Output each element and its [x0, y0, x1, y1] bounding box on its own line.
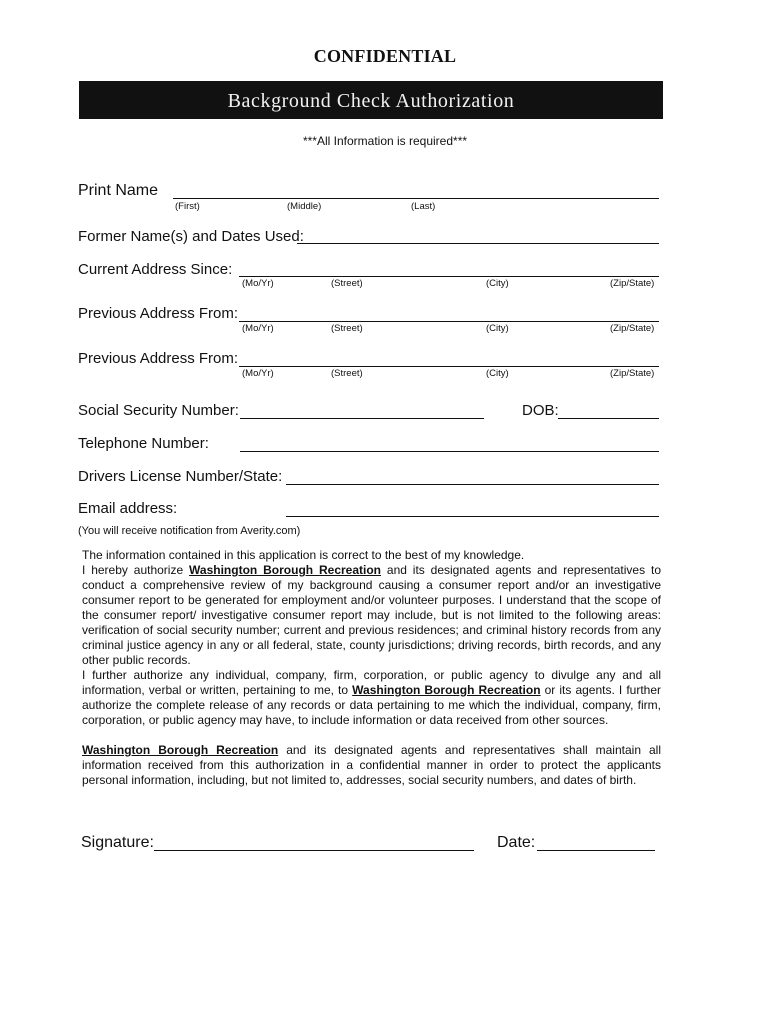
- org-name: Washington Borough Recreation: [189, 563, 382, 577]
- email-label: Email address:: [78, 500, 178, 517]
- previous-1-mo-yr-caption: (Mo/Yr): [242, 323, 274, 334]
- email-note: (You will receive notification from Averity.com): [78, 525, 301, 537]
- license-line[interactable]: [286, 484, 659, 485]
- previous-address-1-label: Previous Address From:: [78, 305, 239, 322]
- dob-line[interactable]: [558, 418, 659, 419]
- current-city-caption: (City): [486, 278, 509, 289]
- release-statement: or its agents. I further authorize the complete release of any records or data pertaining to me which the individual, company, firm, corporation, or public agency may have, to include information or data received from other sources.: [82, 683, 662, 727]
- required-note: ***All Information is required***: [302, 134, 468, 148]
- authorization-paragraph-3: [82, 743, 661, 788]
- authorize-intro: I hereby authorize: [82, 563, 190, 577]
- dob-label: DOB:: [522, 402, 559, 419]
- previous-2-city-caption: (City): [486, 368, 509, 379]
- telephone-line[interactable]: [240, 451, 659, 452]
- first-name-caption: (First): [175, 201, 200, 212]
- ssn-line[interactable]: [240, 418, 484, 419]
- previous-2-zip-caption: (Zip/State): [610, 368, 655, 379]
- date-line[interactable]: [537, 850, 655, 851]
- former-names-label: Former Name(s) and Dates Used:: [78, 228, 304, 245]
- previous-1-city-caption: (City): [486, 323, 509, 334]
- accuracy-statement: The information contained in this application is correct to the best of my knowledge.: [82, 548, 525, 562]
- authorization-text: [82, 548, 661, 788]
- signature-label: Signature:: [81, 834, 154, 851]
- current-street-caption: (Street): [331, 278, 363, 289]
- confidentiality-statement: and its designated agents and representatives shall maintain all information received from this authorization in a confidential manner in order to protect the applicants personal information, including, but not limited to, addresses, social security numbers, and dates of birth.: [82, 743, 661, 787]
- current-zip-caption: (Zip/State): [610, 278, 655, 289]
- org-name: Washington Borough Recreation: [352, 683, 541, 697]
- former-names-line[interactable]: [297, 243, 659, 244]
- authorization-paragraph-2: [82, 668, 661, 728]
- previous-2-street-caption: (Street): [331, 368, 363, 379]
- date-label: Date:: [497, 834, 536, 851]
- current-address-label: Current Address Since:: [78, 261, 233, 278]
- divulge-intro: I further authorize any individual, company, firm, corporation, or public agency to divulge any and all information, verbal or written, pertaining to me, to: [82, 668, 661, 697]
- current-mo-yr-caption: (Mo/Yr): [242, 278, 274, 289]
- authorization-paragraph-1: [82, 548, 661, 668]
- previous-address-1-line[interactable]: [239, 321, 659, 322]
- authorize-scope: and its designated agents and representatives to conduct a comprehensive review of my background causing a consumer report and/or an investigative consumer report to be generated for employment and/or volunteer purposes. I understand that the scope of the consumer report/ investigative consumer report may include, but is not limited to the following areas: verification of social security number; current and previous residences; and criminal history records from any criminal justice agency in any or all federal, state, county jurisdictions; driving records, birth records, and any other public records.: [82, 563, 661, 667]
- signature-line[interactable]: [154, 850, 474, 851]
- previous-1-zip-caption: (Zip/State): [610, 323, 655, 334]
- previous-1-street-caption: (Street): [331, 323, 363, 334]
- middle-name-caption: (Middle): [287, 201, 322, 212]
- print-name-line[interactable]: [173, 198, 659, 199]
- form-banner: Background Check Authorization: [79, 81, 663, 119]
- previous-address-2-line[interactable]: [239, 366, 659, 367]
- last-name-caption: (Last): [411, 201, 436, 212]
- print-name-label: Print Name: [78, 182, 159, 199]
- telephone-label: Telephone Number:: [78, 435, 209, 452]
- ssn-label: Social Security Number:: [78, 402, 239, 419]
- license-label: Drivers License Number/State:: [78, 468, 283, 485]
- org-name: Washington Borough Recreation: [82, 743, 279, 757]
- previous-2-mo-yr-caption: (Mo/Yr): [242, 368, 274, 379]
- email-line[interactable]: [286, 516, 659, 517]
- document-title: CONFIDENTIAL: [313, 46, 457, 66]
- current-address-line[interactable]: [239, 276, 659, 277]
- previous-address-2-label: Previous Address From:: [78, 350, 239, 367]
